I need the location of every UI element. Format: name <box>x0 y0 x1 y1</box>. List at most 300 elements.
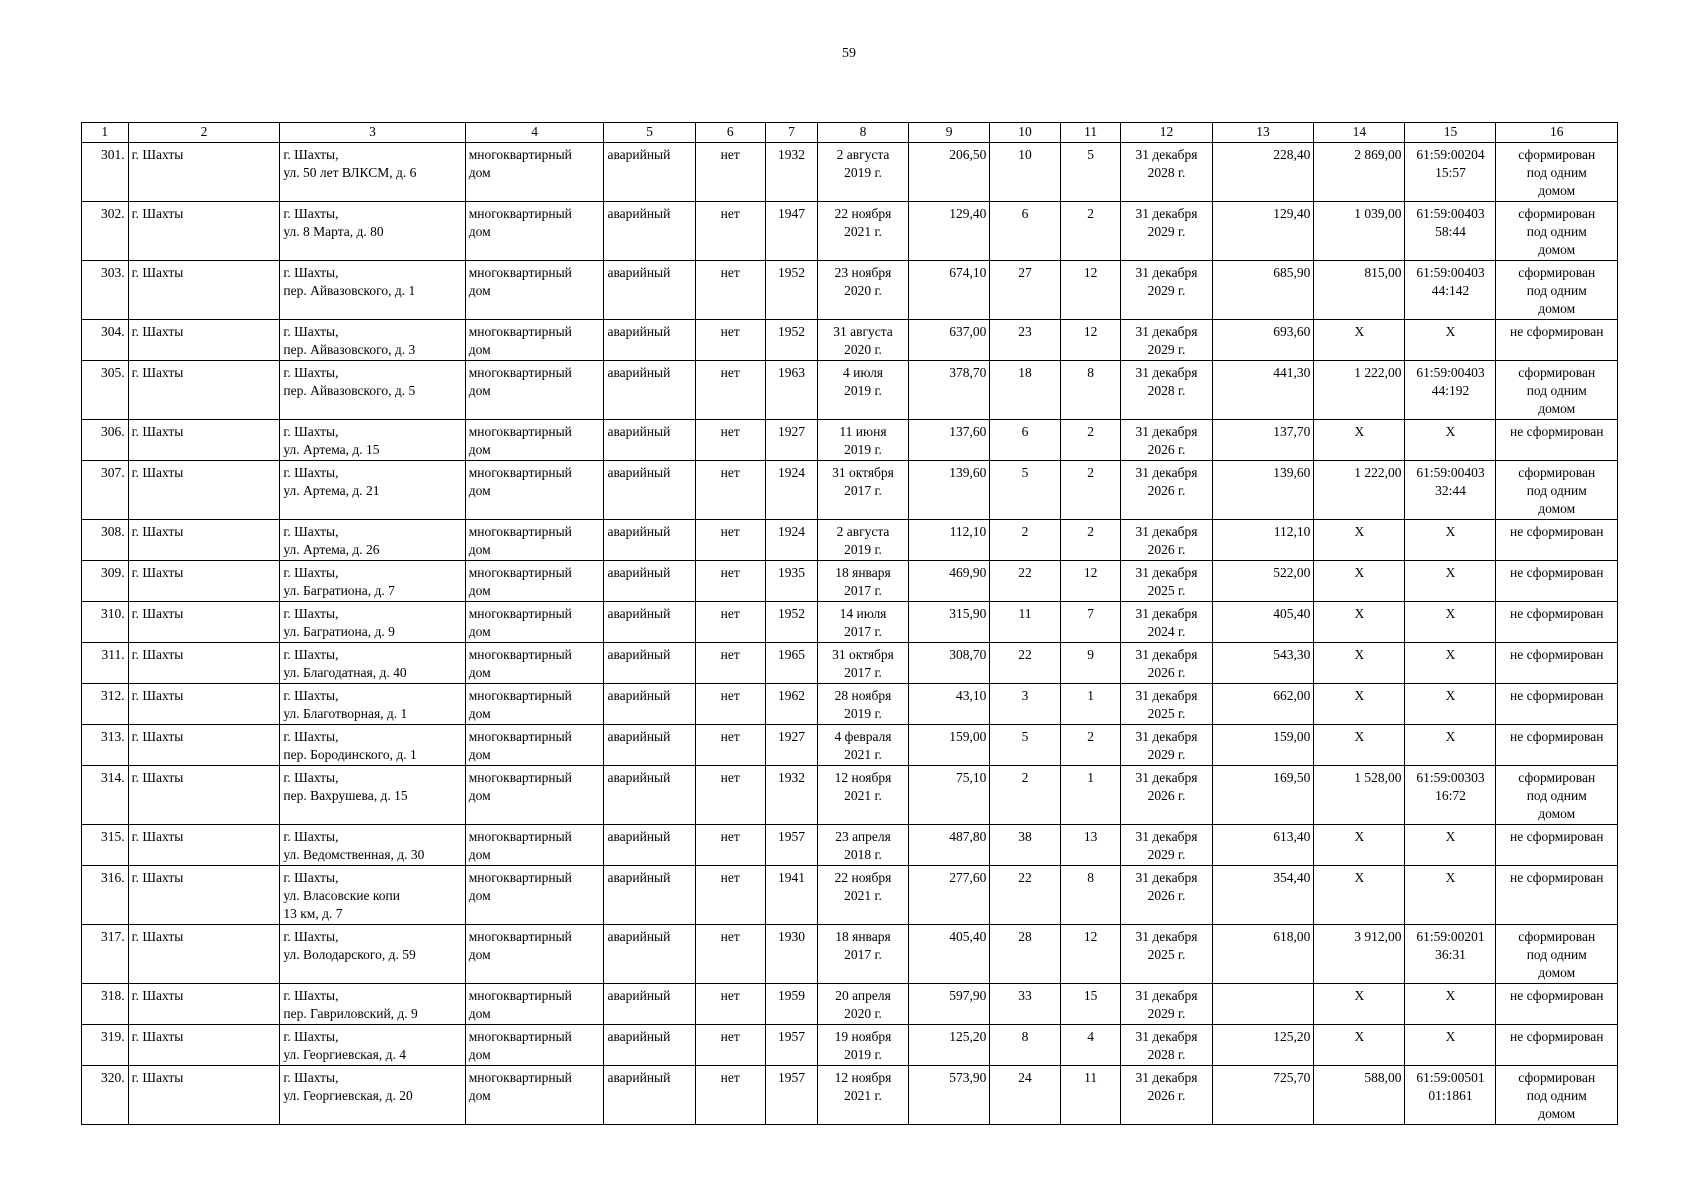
column-header: 6 <box>695 123 765 143</box>
resettlement-deadline: 31 декабря 2026 г. <box>1121 461 1212 520</box>
cell-11: 12 <box>1060 561 1121 602</box>
cell-11: 5 <box>1060 143 1121 202</box>
recognition-date: 22 ноября 2021 г. <box>817 866 908 925</box>
cell-13: 522,00 <box>1212 561 1314 602</box>
cell-13: 125,20 <box>1212 1025 1314 1066</box>
land-area: X <box>1314 602 1405 643</box>
land-status: сформирован под одним домом <box>1496 143 1618 202</box>
municipality: г. Шахты <box>128 925 280 984</box>
land-area: 588,00 <box>1314 1066 1405 1125</box>
recognition-date: 23 апреля 2018 г. <box>817 825 908 866</box>
area: 75,10 <box>909 766 990 825</box>
cadastral-number: 61:59:00403 44:142 <box>1405 261 1496 320</box>
year-built: 1952 <box>765 320 817 361</box>
cell-6: нет <box>695 561 765 602</box>
cell-6: нет <box>695 725 765 766</box>
cell-13: 618,00 <box>1212 925 1314 984</box>
cadastral-number: X <box>1405 420 1496 461</box>
cell-6: нет <box>695 1025 765 1066</box>
municipality: г. Шахты <box>128 420 280 461</box>
resettlement-deadline: 31 декабря 2025 г. <box>1121 925 1212 984</box>
cadastral-number: 61:59:00501 01:1861 <box>1405 1066 1496 1125</box>
row-number: 304. <box>82 320 129 361</box>
cell-13: 662,00 <box>1212 684 1314 725</box>
cell-13: 725,70 <box>1212 1066 1314 1125</box>
row-number: 305. <box>82 361 129 420</box>
cell-11: 9 <box>1060 643 1121 684</box>
area: 487,80 <box>909 825 990 866</box>
table-row <box>82 1025 1618 1066</box>
table-row <box>82 825 1618 866</box>
table-row <box>82 320 1618 361</box>
land-area: 1 222,00 <box>1314 461 1405 520</box>
building-type: многоквартирный дом <box>465 420 604 461</box>
building-type: многоквартирный дом <box>465 320 604 361</box>
cell-10: 6 <box>990 202 1060 261</box>
cell-13: 129,40 <box>1212 202 1314 261</box>
cadastral-number: X <box>1405 602 1496 643</box>
land-area: X <box>1314 725 1405 766</box>
column-header: 11 <box>1060 123 1121 143</box>
year-built: 1924 <box>765 461 817 520</box>
resettlement-deadline: 31 декабря 2029 г. <box>1121 202 1212 261</box>
cadastral-number: 61:59:00204 15:57 <box>1405 143 1496 202</box>
resettlement-deadline: 31 декабря 2025 г. <box>1121 561 1212 602</box>
land-area: X <box>1314 420 1405 461</box>
cell-11: 2 <box>1060 725 1121 766</box>
address: г. Шахты, ул. Багратиона, д. 7 <box>280 561 465 602</box>
cell-10: 22 <box>990 561 1060 602</box>
condition: аварийный <box>604 461 695 520</box>
building-type: многоквартирный дом <box>465 925 604 984</box>
cell-13: 169,50 <box>1212 766 1314 825</box>
building-type: многоквартирный дом <box>465 1066 604 1125</box>
cadastral-number: 61:59:00403 58:44 <box>1405 202 1496 261</box>
year-built: 1957 <box>765 825 817 866</box>
municipality: г. Шахты <box>128 520 280 561</box>
cell-6: нет <box>695 643 765 684</box>
cell-13: 543,30 <box>1212 643 1314 684</box>
cell-11: 2 <box>1060 520 1121 561</box>
table-row <box>82 643 1618 684</box>
address: г. Шахты, ул. 50 лет ВЛКСМ, д. 6 <box>280 143 465 202</box>
column-number-row <box>82 123 1618 143</box>
resettlement-deadline: 31 декабря 2029 г. <box>1121 984 1212 1025</box>
condition: аварийный <box>604 866 695 925</box>
condition: аварийный <box>604 320 695 361</box>
land-status: не сформирован <box>1496 420 1618 461</box>
cell-13: 685,90 <box>1212 261 1314 320</box>
resettlement-deadline: 31 декабря 2028 г. <box>1121 361 1212 420</box>
area: 637,00 <box>909 320 990 361</box>
area: 206,50 <box>909 143 990 202</box>
building-type: многоквартирный дом <box>465 261 604 320</box>
area: 159,00 <box>909 725 990 766</box>
land-area: X <box>1314 561 1405 602</box>
building-type: многоквартирный дом <box>465 602 604 643</box>
cell-6: нет <box>695 420 765 461</box>
cell-13: 228,40 <box>1212 143 1314 202</box>
resettlement-deadline: 31 декабря 2026 г. <box>1121 766 1212 825</box>
cell-13: 441,30 <box>1212 361 1314 420</box>
year-built: 1947 <box>765 202 817 261</box>
land-area: 1 039,00 <box>1314 202 1405 261</box>
table-row <box>82 420 1618 461</box>
cell-10: 24 <box>990 1066 1060 1125</box>
cadastral-number: 61:59:00403 44:192 <box>1405 361 1496 420</box>
building-type: многоквартирный дом <box>465 520 604 561</box>
cell-10: 22 <box>990 643 1060 684</box>
land-status: не сформирован <box>1496 984 1618 1025</box>
building-type: многоквартирный дом <box>465 143 604 202</box>
cell-11: 12 <box>1060 925 1121 984</box>
land-status: сформирован под одним домом <box>1496 361 1618 420</box>
table-row <box>82 561 1618 602</box>
resettlement-deadline: 31 декабря 2026 г. <box>1121 643 1212 684</box>
cell-11: 8 <box>1060 361 1121 420</box>
land-status: не сформирован <box>1496 561 1618 602</box>
municipality: г. Шахты <box>128 984 280 1025</box>
cell-6: нет <box>695 925 765 984</box>
municipality: г. Шахты <box>128 320 280 361</box>
recognition-date: 19 ноября 2019 г. <box>817 1025 908 1066</box>
area: 137,60 <box>909 420 990 461</box>
area: 125,20 <box>909 1025 990 1066</box>
column-header: 12 <box>1121 123 1212 143</box>
recognition-date: 4 июля 2019 г. <box>817 361 908 420</box>
condition: аварийный <box>604 1066 695 1125</box>
resettlement-deadline: 31 декабря 2029 г. <box>1121 825 1212 866</box>
land-status: не сформирован <box>1496 643 1618 684</box>
cell-13 <box>1212 984 1314 1025</box>
column-header: 10 <box>990 123 1060 143</box>
year-built: 1962 <box>765 684 817 725</box>
land-area: 2 869,00 <box>1314 143 1405 202</box>
cadastral-number: X <box>1405 561 1496 602</box>
row-number: 316. <box>82 866 129 925</box>
row-number: 314. <box>82 766 129 825</box>
land-status: не сформирован <box>1496 825 1618 866</box>
building-type: многоквартирный дом <box>465 1025 604 1066</box>
column-header: 5 <box>604 123 695 143</box>
resettlement-deadline: 31 декабря 2029 г. <box>1121 261 1212 320</box>
resettlement-deadline: 31 декабря 2026 г. <box>1121 1066 1212 1125</box>
municipality: г. Шахты <box>128 602 280 643</box>
cell-11: 2 <box>1060 202 1121 261</box>
condition: аварийный <box>604 1025 695 1066</box>
cell-11: 15 <box>1060 984 1121 1025</box>
row-number: 320. <box>82 1066 129 1125</box>
resettlement-deadline: 31 декабря 2028 г. <box>1121 1025 1212 1066</box>
building-type: многоквартирный дом <box>465 561 604 602</box>
address: г. Шахты, ул. Артема, д. 21 <box>280 461 465 520</box>
land-area: X <box>1314 1025 1405 1066</box>
building-type: многоквартирный дом <box>465 361 604 420</box>
year-built: 1952 <box>765 261 817 320</box>
cell-6: нет <box>695 143 765 202</box>
cell-10: 28 <box>990 925 1060 984</box>
area: 308,70 <box>909 643 990 684</box>
row-number: 303. <box>82 261 129 320</box>
cell-11: 2 <box>1060 461 1121 520</box>
condition: аварийный <box>604 202 695 261</box>
area: 277,60 <box>909 866 990 925</box>
condition: аварийный <box>604 261 695 320</box>
land-status: не сформирован <box>1496 602 1618 643</box>
cell-11: 4 <box>1060 1025 1121 1066</box>
row-number: 301. <box>82 143 129 202</box>
condition: аварийный <box>604 143 695 202</box>
land-status: сформирован под одним домом <box>1496 766 1618 825</box>
condition: аварийный <box>604 561 695 602</box>
address: г. Шахты, пер. Гавриловский, д. 9 <box>280 984 465 1025</box>
cell-10: 22 <box>990 866 1060 925</box>
table-row <box>82 925 1618 984</box>
building-type: многоквартирный дом <box>465 684 604 725</box>
table-row <box>82 1066 1618 1125</box>
building-type: многоквартирный дом <box>465 984 604 1025</box>
address: г. Шахты, ул. Георгиевская, д. 4 <box>280 1025 465 1066</box>
column-header: 15 <box>1405 123 1496 143</box>
cadastral-number: X <box>1405 1025 1496 1066</box>
area: 43,10 <box>909 684 990 725</box>
column-header: 8 <box>817 123 908 143</box>
municipality: г. Шахты <box>128 461 280 520</box>
land-status: не сформирован <box>1496 866 1618 925</box>
recognition-date: 11 июня 2019 г. <box>817 420 908 461</box>
cell-6: нет <box>695 520 765 561</box>
cell-6: нет <box>695 866 765 925</box>
land-area: X <box>1314 984 1405 1025</box>
resettlement-deadline: 31 декабря 2026 г. <box>1121 866 1212 925</box>
condition: аварийный <box>604 520 695 561</box>
cell-6: нет <box>695 602 765 643</box>
municipality: г. Шахты <box>128 202 280 261</box>
cell-13: 693,60 <box>1212 320 1314 361</box>
year-built: 1927 <box>765 725 817 766</box>
table-row <box>82 143 1618 202</box>
year-built: 1965 <box>765 643 817 684</box>
building-type: многоквартирный дом <box>465 766 604 825</box>
resettlement-deadline: 31 декабря 2028 г. <box>1121 143 1212 202</box>
column-header: 14 <box>1314 123 1405 143</box>
cell-10: 2 <box>990 520 1060 561</box>
row-number: 307. <box>82 461 129 520</box>
land-area: X <box>1314 684 1405 725</box>
cell-13: 159,00 <box>1212 725 1314 766</box>
table-body <box>82 143 1618 1125</box>
land-status: не сформирован <box>1496 1025 1618 1066</box>
cell-13: 613,40 <box>1212 825 1314 866</box>
cadastral-number: 61:59:00201 36:31 <box>1405 925 1496 984</box>
cell-10: 8 <box>990 1025 1060 1066</box>
page-number: 59 <box>842 46 856 61</box>
address: г. Шахты, пер. Вахрушева, д. 15 <box>280 766 465 825</box>
table-row <box>82 520 1618 561</box>
area: 129,40 <box>909 202 990 261</box>
building-type: многоквартирный дом <box>465 725 604 766</box>
cell-10: 5 <box>990 461 1060 520</box>
municipality: г. Шахты <box>128 825 280 866</box>
cell-11: 1 <box>1060 766 1121 825</box>
recognition-date: 12 ноября 2021 г. <box>817 1066 908 1125</box>
cell-11: 12 <box>1060 320 1121 361</box>
row-number: 306. <box>82 420 129 461</box>
address: г. Шахты, ул. Ведомственная, д. 30 <box>280 825 465 866</box>
land-status: сформирован под одним домом <box>1496 261 1618 320</box>
building-type: многоквартирный дом <box>465 643 604 684</box>
address: г. Шахты, ул. Георгиевская, д. 20 <box>280 1066 465 1125</box>
cell-6: нет <box>695 684 765 725</box>
row-number: 309. <box>82 561 129 602</box>
year-built: 1932 <box>765 143 817 202</box>
condition: аварийный <box>604 825 695 866</box>
year-built: 1963 <box>765 361 817 420</box>
recognition-date: 4 февраля 2021 г. <box>817 725 908 766</box>
year-built: 1952 <box>765 602 817 643</box>
table-row <box>82 984 1618 1025</box>
cell-11: 8 <box>1060 866 1121 925</box>
cell-13: 354,40 <box>1212 866 1314 925</box>
cell-13: 139,60 <box>1212 461 1314 520</box>
recognition-date: 23 ноября 2020 г. <box>817 261 908 320</box>
recognition-date: 18 января 2017 г. <box>817 925 908 984</box>
area: 674,10 <box>909 261 990 320</box>
land-area: 1 222,00 <box>1314 361 1405 420</box>
land-status: не сформирован <box>1496 725 1618 766</box>
land-status: не сформирован <box>1496 520 1618 561</box>
cell-13: 405,40 <box>1212 602 1314 643</box>
condition: аварийный <box>604 420 695 461</box>
cell-11: 13 <box>1060 825 1121 866</box>
row-number: 302. <box>82 202 129 261</box>
year-built: 1930 <box>765 925 817 984</box>
land-area: 3 912,00 <box>1314 925 1405 984</box>
municipality: г. Шахты <box>128 561 280 602</box>
recognition-date: 14 июля 2017 г. <box>817 602 908 643</box>
cell-11: 11 <box>1060 1066 1121 1125</box>
condition: аварийный <box>604 766 695 825</box>
land-area: 815,00 <box>1314 261 1405 320</box>
address: г. Шахты, ул. 8 Марта, д. 80 <box>280 202 465 261</box>
recognition-date: 2 августа 2019 г. <box>817 143 908 202</box>
row-number: 311. <box>82 643 129 684</box>
recognition-date: 18 января 2017 г. <box>817 561 908 602</box>
land-status: сформирован под одним домом <box>1496 461 1618 520</box>
land-status: сформирован под одним домом <box>1496 202 1618 261</box>
row-number: 310. <box>82 602 129 643</box>
cell-10: 6 <box>990 420 1060 461</box>
resettlement-deadline: 31 декабря 2026 г. <box>1121 520 1212 561</box>
municipality: г. Шахты <box>128 643 280 684</box>
table-row <box>82 261 1618 320</box>
municipality: г. Шахты <box>128 766 280 825</box>
row-number: 313. <box>82 725 129 766</box>
condition: аварийный <box>604 925 695 984</box>
address: г. Шахты, ул. Багратиона, д. 9 <box>280 602 465 643</box>
resettlement-deadline: 31 декабря 2026 г. <box>1121 420 1212 461</box>
address: г. Шахты, пер. Айвазовского, д. 3 <box>280 320 465 361</box>
municipality: г. Шахты <box>128 143 280 202</box>
area: 597,90 <box>909 984 990 1025</box>
cadastral-number: X <box>1405 725 1496 766</box>
municipality: г. Шахты <box>128 361 280 420</box>
municipality: г. Шахты <box>128 725 280 766</box>
cadastral-number: 61:59:00303 16:72 <box>1405 766 1496 825</box>
condition: аварийный <box>604 684 695 725</box>
cell-10: 33 <box>990 984 1060 1025</box>
cadastral-number: X <box>1405 866 1496 925</box>
municipality: г. Шахты <box>128 261 280 320</box>
cell-6: нет <box>695 825 765 866</box>
cell-6: нет <box>695 320 765 361</box>
year-built: 1941 <box>765 866 817 925</box>
column-header: 1 <box>82 123 129 143</box>
table-row <box>82 725 1618 766</box>
cadastral-number: X <box>1405 984 1496 1025</box>
cell-10: 10 <box>990 143 1060 202</box>
cell-10: 2 <box>990 766 1060 825</box>
table-row <box>82 202 1618 261</box>
column-header: 13 <box>1212 123 1314 143</box>
resettlement-deadline: 31 декабря 2025 г. <box>1121 684 1212 725</box>
cell-6: нет <box>695 261 765 320</box>
cell-13: 137,70 <box>1212 420 1314 461</box>
cadastral-number: X <box>1405 320 1496 361</box>
municipality: г. Шахты <box>128 1066 280 1125</box>
cell-6: нет <box>695 202 765 261</box>
condition: аварийный <box>604 361 695 420</box>
column-header: 4 <box>465 123 604 143</box>
land-area: X <box>1314 825 1405 866</box>
cell-13: 112,10 <box>1212 520 1314 561</box>
address: г. Шахты, пер. Айвазовского, д. 1 <box>280 261 465 320</box>
cell-10: 18 <box>990 361 1060 420</box>
row-number: 318. <box>82 984 129 1025</box>
row-number: 317. <box>82 925 129 984</box>
column-header: 16 <box>1496 123 1618 143</box>
resettlement-deadline: 31 декабря 2029 г. <box>1121 725 1212 766</box>
area: 139,60 <box>909 461 990 520</box>
address: г. Шахты, ул. Благодатная, д. 40 <box>280 643 465 684</box>
row-number: 312. <box>82 684 129 725</box>
land-area: X <box>1314 320 1405 361</box>
municipality: г. Шахты <box>128 684 280 725</box>
year-built: 1927 <box>765 420 817 461</box>
cadastral-number: 61:59:00403 32:44 <box>1405 461 1496 520</box>
year-built: 1932 <box>765 766 817 825</box>
address: г. Шахты, пер. Бородинского, д. 1 <box>280 725 465 766</box>
column-header: 7 <box>765 123 817 143</box>
address: г. Шахты, пер. Айвазовского, д. 5 <box>280 361 465 420</box>
cell-6: нет <box>695 984 765 1025</box>
area: 469,90 <box>909 561 990 602</box>
recognition-date: 12 ноября 2021 г. <box>817 766 908 825</box>
cell-11: 2 <box>1060 420 1121 461</box>
recognition-date: 22 ноября 2021 г. <box>817 202 908 261</box>
land-area: 1 528,00 <box>1314 766 1405 825</box>
cadastral-number: X <box>1405 520 1496 561</box>
year-built: 1959 <box>765 984 817 1025</box>
address: г. Шахты, ул. Артема, д. 15 <box>280 420 465 461</box>
table-row <box>82 361 1618 420</box>
land-status: сформирован под одним домом <box>1496 1066 1618 1125</box>
table-row <box>82 766 1618 825</box>
table-row <box>82 866 1618 925</box>
recognition-date: 2 августа 2019 г. <box>817 520 908 561</box>
area: 573,90 <box>909 1066 990 1125</box>
cell-10: 27 <box>990 261 1060 320</box>
